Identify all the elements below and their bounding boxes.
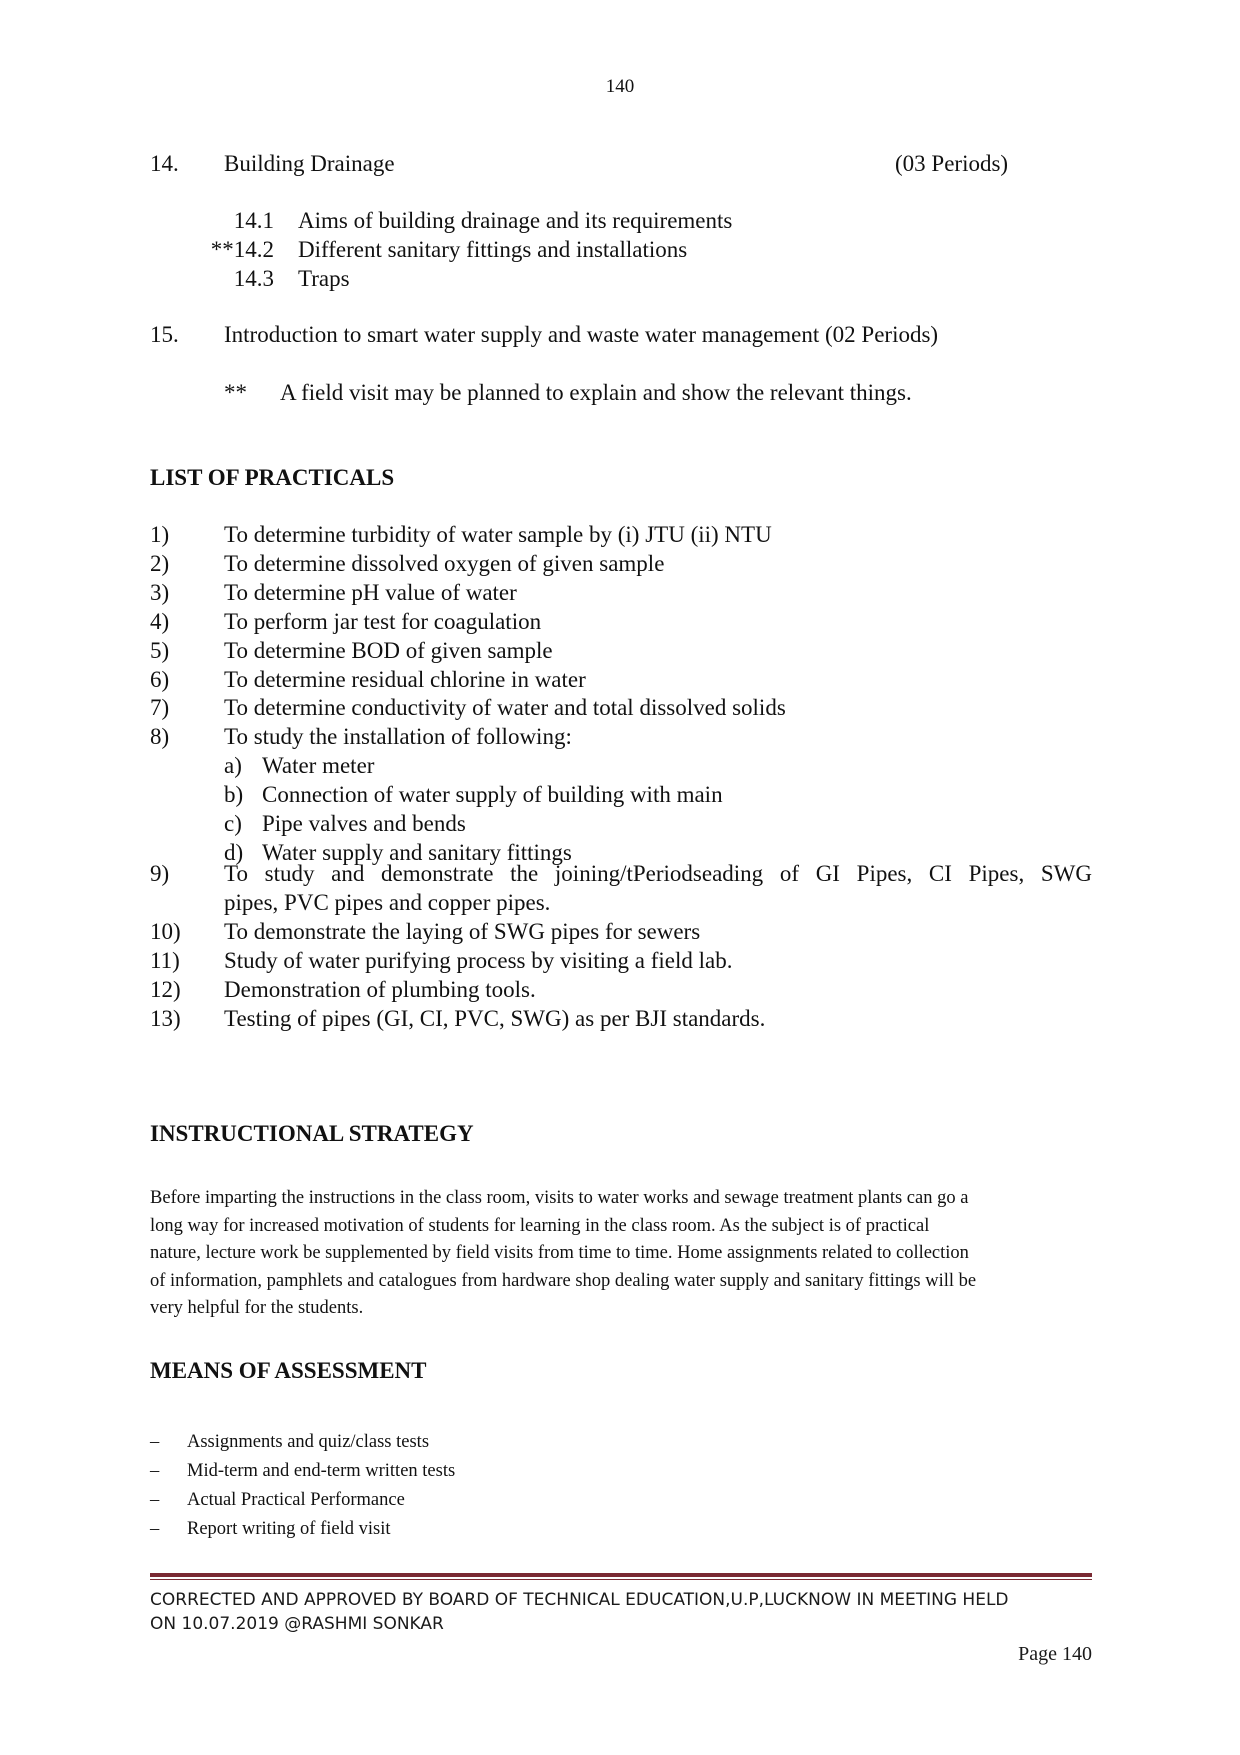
practical-subitem-text: Connection of water supply of building with main (262, 782, 723, 808)
strategy-line: very helpful for the students. (150, 1298, 364, 1318)
practical-number: 3) (150, 579, 170, 605)
practical-text: To determine conductivity of water and total dissolved solids (224, 695, 786, 721)
assessment-dash: – (150, 1490, 160, 1510)
footer-rule (150, 1573, 1092, 1577)
practical-text: To determine dissolved oxygen of given sample (224, 550, 665, 576)
practical-number: 4) (150, 608, 170, 634)
assessment-heading: MEANS OF ASSESSMENT (150, 1358, 427, 1383)
practical-subitem-letter: a) (224, 753, 242, 779)
assessment-dash: – (150, 1432, 160, 1452)
practical-number: 5) (150, 637, 170, 663)
practicals-heading: LIST OF PRACTICALS (150, 465, 395, 490)
practical-number: 2) (150, 550, 170, 576)
assessment-item: Report writing of field visit (187, 1519, 391, 1539)
footer-approval-line1: CORRECTED AND APPROVED BY BOARD OF TECHNICAL EDUCATION,U.P,LUCKNOW IN MEETING HELD (150, 1590, 1009, 1610)
section-14-title: Building Drainage (224, 151, 395, 176)
footer-rule-thin (150, 1579, 1092, 1580)
section-15-number: 15. (150, 322, 179, 347)
practical-number: 13) (150, 1005, 181, 1031)
assessment-dash: – (150, 1519, 160, 1539)
strategy-line: of information, pamphlets and catalogues from hardware shop dealing water supply and sanitary fittings will be (150, 1270, 977, 1291)
strategy-paragraph (150, 1185, 1092, 1323)
section-15-title: Introduction to smart water supply and waste water management (02 Periods) (224, 322, 939, 347)
strategy-line: Before imparting the instructions in the class room, visits to water works and sewage treatment plants can go a (150, 1188, 969, 1208)
practical-number: 6) (150, 666, 170, 692)
practical-text: To determine turbidity of water sample by (i) JTU (ii) NTU (224, 522, 772, 547)
practical-text: To perform jar test for coagulation (224, 608, 542, 634)
practical-number: 11) (150, 947, 180, 973)
practical-text: To determine pH value of water (224, 579, 517, 605)
practical-text: To demonstrate the laying of SWG pipes for sewers (224, 919, 701, 944)
strategy-line: long way for increased motivation of students for learning in the class room. As the subject is of practical (150, 1215, 930, 1236)
note-text: A field visit may be planned to explain and show the relevant things. (280, 380, 912, 405)
practical-number: 10) (150, 919, 181, 944)
subitem-number: 14.1 (233, 208, 274, 233)
practical-text: Demonstration of plumbing tools. (224, 976, 536, 1002)
subitem-number: 14.3 (233, 266, 274, 291)
practical-text: Study of water purifying process by visiting a field lab. (224, 947, 733, 973)
practical-subitem-letter: d) (224, 839, 244, 865)
practical-number: 8) (150, 724, 170, 750)
assessment-item: Mid-term and end-term written tests (187, 1461, 456, 1481)
practical-subitem-letter: c) (224, 811, 242, 836)
footer-approval-line2: ON 10.07.2019 @RASHMI SONKAR (150, 1614, 444, 1634)
strategy-heading: INSTRUCTIONAL STRATEGY (150, 1121, 474, 1146)
assessment-item: Assignments and quiz/class tests (187, 1432, 430, 1452)
subitem-text: Traps (298, 266, 350, 291)
practical-number: 9) (150, 861, 170, 886)
subitem-number: **14.2 (210, 237, 274, 262)
practical-text: To determine residual chlorine in water (224, 666, 586, 692)
strategy-line: nature, lecture work be supplemented by field visits from time to time. Home assignments related to collection (150, 1243, 969, 1263)
practical-9-line2: pipes, PVC pipes and copper pipes. (224, 890, 551, 915)
assessment-item: Actual Practical Performance (187, 1490, 405, 1510)
practical-9-line1: To study and demonstrate the joining/tPeriodseading of GI Pipes, CI Pipes, SWG (224, 861, 1092, 886)
practical-number: 12) (150, 976, 181, 1002)
footer-page-label: Page 140 (1018, 1643, 1092, 1665)
practical-number: 7) (150, 695, 170, 721)
section-14-periods: (03 Periods) (895, 151, 1009, 176)
practical-subitem-letter: b) (224, 782, 244, 808)
subitem-text: Aims of building drainage and its requirements (298, 208, 733, 233)
practical-subitem-text: Water supply and sanitary fittings (262, 839, 572, 865)
practical-text: To study the installation of following: (224, 724, 572, 750)
practical-text: Testing of pipes (GI, CI, PVC, SWG) as per BJI standards. (224, 1005, 766, 1031)
practical-text: To determine BOD of given sample (224, 637, 553, 663)
practical-subitem-text: Water meter (262, 753, 375, 779)
assessment-dash: – (150, 1461, 160, 1481)
subitem-text: Different sanitary fittings and installations (298, 237, 688, 262)
note-mark: ** (224, 380, 247, 405)
page-number-top: 140 (605, 76, 635, 97)
section-14-number: 14. (150, 151, 179, 176)
practical-subitem-text: Pipe valves and bends (262, 811, 466, 836)
practical-number: 1) (150, 522, 170, 547)
